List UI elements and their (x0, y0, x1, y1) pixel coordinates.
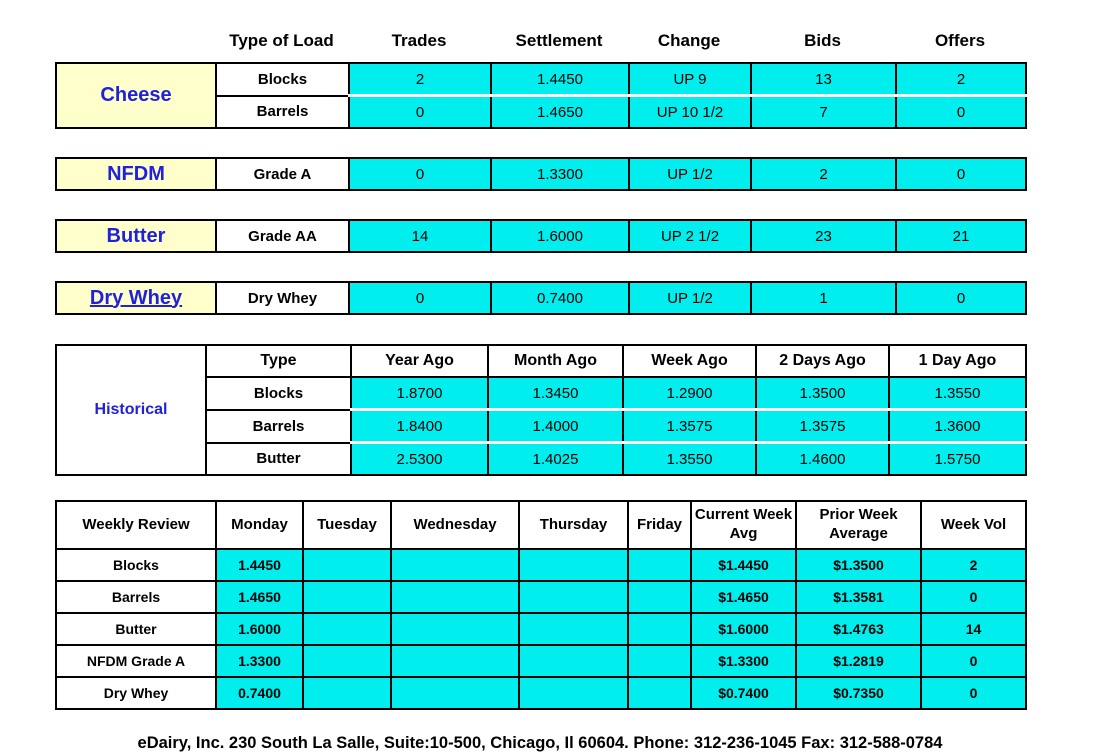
weekly-header-prior-week-average: Prior Week Average (796, 501, 921, 549)
cell-current-week-avg: $1.4450 (691, 549, 796, 581)
cell-tuesday (303, 645, 391, 677)
cell-type: Butter (206, 443, 351, 476)
butter-table (55, 219, 1027, 253)
cell-tuesday (303, 581, 391, 613)
cell-thursday (519, 645, 628, 677)
weekly-header-monday: Monday (216, 501, 303, 549)
cell-month-ago: 1.4000 (488, 410, 623, 443)
nfdm-table (55, 157, 1027, 191)
cell-trades: 0 (349, 282, 491, 314)
cell-offers: 21 (896, 220, 1026, 252)
cell-tuesday (303, 677, 391, 709)
cell-settlement: 1.6000 (491, 220, 629, 252)
cell-week-vol: 2 (921, 549, 1026, 581)
table-row (56, 645, 1026, 677)
cell-settlement: 1.4650 (491, 96, 629, 129)
dry-whey-label-text: Dry Whey (89, 286, 183, 309)
historical-header-type: Type (206, 345, 351, 377)
historical-table (55, 344, 1027, 476)
cell-current-week-avg: $1.4650 (691, 581, 796, 613)
cell-wednesday (391, 677, 519, 709)
cell-prior-week-average: $1.2819 (796, 645, 921, 677)
cell-1-day-ago: 1.5750 (889, 443, 1026, 476)
historical-header-2-days-ago: 2 Days Ago (756, 345, 889, 377)
cell-bids: 7 (751, 96, 896, 129)
cell-week-ago: 1.3550 (623, 443, 756, 476)
cell-settlement: 0.7400 (491, 282, 629, 314)
cell-wednesday (391, 645, 519, 677)
cell-row-name: Barrels (56, 581, 216, 613)
cell-2-days-ago: 1.3500 (756, 377, 889, 410)
cell-wednesday (391, 581, 519, 613)
table-row (56, 549, 1026, 581)
cell-1-day-ago: 1.3550 (889, 377, 1026, 410)
cell-trades: 14 (349, 220, 491, 252)
cell-offers: 0 (896, 282, 1026, 314)
cheese-table (55, 62, 1027, 129)
cell-offers: 0 (896, 158, 1026, 190)
weekly-header-friday: Friday (628, 501, 691, 549)
header-settlement: Settlement (515, 31, 603, 50)
cell-current-week-avg: $1.3300 (691, 645, 796, 677)
weekly-header-thursday: Thursday (519, 501, 628, 549)
cell-thursday (519, 549, 628, 581)
cell-offers: 2 (896, 63, 1026, 96)
cell-bids: 2 (751, 158, 896, 190)
table-row (56, 677, 1026, 709)
cell-row-name: NFDM Grade A (56, 645, 216, 677)
cell-trades: 0 (349, 96, 491, 129)
cell-type: Blocks (216, 63, 349, 96)
cell-prior-week-average: $1.3500 (796, 549, 921, 581)
header-type-of-load: Type of Load (229, 31, 334, 50)
header-change: Change (657, 31, 721, 50)
table-row (56, 581, 1026, 613)
cell-change: UP 10 1/2 (629, 96, 751, 129)
historical-header-year-ago: Year Ago (351, 345, 488, 377)
historical-label: Historical (56, 345, 206, 475)
cell-bids: 23 (751, 220, 896, 252)
cell-week-vol: 14 (921, 613, 1026, 645)
cell-week-vol: 0 (921, 645, 1026, 677)
cell-current-week-avg: $1.6000 (691, 613, 796, 645)
historical-header-1-day-ago: 1 Day Ago (889, 345, 1026, 377)
header-spacer (55, 28, 215, 54)
cell-row-name: Blocks (56, 549, 216, 581)
cell-tuesday (303, 549, 391, 581)
cell-type: Barrels (216, 96, 349, 129)
historical-header-month-ago: Month Ago (488, 345, 623, 377)
top-column-headers (55, 28, 1025, 54)
dry-whey-table (55, 281, 1027, 315)
cell-friday (628, 581, 691, 613)
nfdm-label: NFDM (56, 158, 216, 190)
cell-monday: 0.7400 (216, 677, 303, 709)
cell-bids: 13 (751, 63, 896, 96)
table-row (56, 613, 1026, 645)
cell-year-ago: 2.5300 (351, 443, 488, 476)
cell-week-ago: 1.3575 (623, 410, 756, 443)
cell-row-name: Dry Whey (56, 677, 216, 709)
weekly-header-wednesday: Wednesday (391, 501, 519, 549)
cell-change: UP 1/2 (629, 282, 751, 314)
cell-thursday (519, 677, 628, 709)
header-trades: Trades (391, 31, 447, 50)
cell-offers: 0 (896, 96, 1026, 129)
historical-header-week-ago: Week Ago (623, 345, 756, 377)
cell-month-ago: 1.4025 (488, 443, 623, 476)
weekly-header-week-vol: Week Vol (921, 501, 1026, 549)
cell-type: Grade A (216, 158, 349, 190)
cell-row-name: Butter (56, 613, 216, 645)
cell-settlement: 1.4450 (491, 63, 629, 96)
header-offers: Offers (934, 31, 986, 50)
cell-type: Dry Whey (216, 282, 349, 314)
cell-2-days-ago: 1.4600 (756, 443, 889, 476)
weekly-header-current-week-avg: Current Week Avg (691, 501, 796, 549)
cell-trades: 0 (349, 158, 491, 190)
cell-settlement: 1.3300 (491, 158, 629, 190)
butter-label: Butter (56, 220, 216, 252)
weekly-review-table (55, 500, 1027, 710)
cell-friday (628, 645, 691, 677)
cell-week-vol: 0 (921, 581, 1026, 613)
cell-year-ago: 1.8700 (351, 377, 488, 410)
weekly-header-tuesday: Tuesday (303, 501, 391, 549)
cell-prior-week-average: $1.3581 (796, 581, 921, 613)
cell-week-ago: 1.2900 (623, 377, 756, 410)
weekly-header-title: Weekly Review (56, 501, 216, 549)
cell-week-vol: 0 (921, 677, 1026, 709)
cell-trades: 2 (349, 63, 491, 96)
cell-monday: 1.4450 (216, 549, 303, 581)
cell-thursday (519, 581, 628, 613)
header-bids: Bids (804, 31, 841, 50)
cell-1-day-ago: 1.3600 (889, 410, 1026, 443)
cell-wednesday (391, 549, 519, 581)
cell-type: Grade AA (216, 220, 349, 252)
cell-year-ago: 1.8400 (351, 410, 488, 443)
cell-bids: 1 (751, 282, 896, 314)
cell-type: Barrels (206, 410, 351, 443)
cell-2-days-ago: 1.3575 (756, 410, 889, 443)
cell-current-week-avg: $0.7400 (691, 677, 796, 709)
cell-friday (628, 677, 691, 709)
cell-monday: 1.6000 (216, 613, 303, 645)
cell-thursday (519, 613, 628, 645)
cell-prior-week-average: $0.7350 (796, 677, 921, 709)
cell-prior-week-average: $1.4763 (796, 613, 921, 645)
dry-whey-label (56, 282, 216, 314)
cell-wednesday (391, 613, 519, 645)
cell-month-ago: 1.3450 (488, 377, 623, 410)
cell-change: UP 2 1/2 (629, 220, 751, 252)
cell-friday (628, 549, 691, 581)
cell-change: UP 1/2 (629, 158, 751, 190)
cell-monday: 1.4650 (216, 581, 303, 613)
cell-change: UP 9 (629, 63, 751, 96)
cheese-label: Cheese (56, 63, 216, 128)
cell-friday (628, 613, 691, 645)
company-footer: eDairy, Inc. 230 South La Salle, Suite:10-500, Chicago, Il 60604. Phone: 312-236-1045 Fax: 312-588-0784 (137, 734, 943, 752)
cell-tuesday (303, 613, 391, 645)
cell-monday: 1.3300 (216, 645, 303, 677)
cell-type: Blocks (206, 377, 351, 410)
